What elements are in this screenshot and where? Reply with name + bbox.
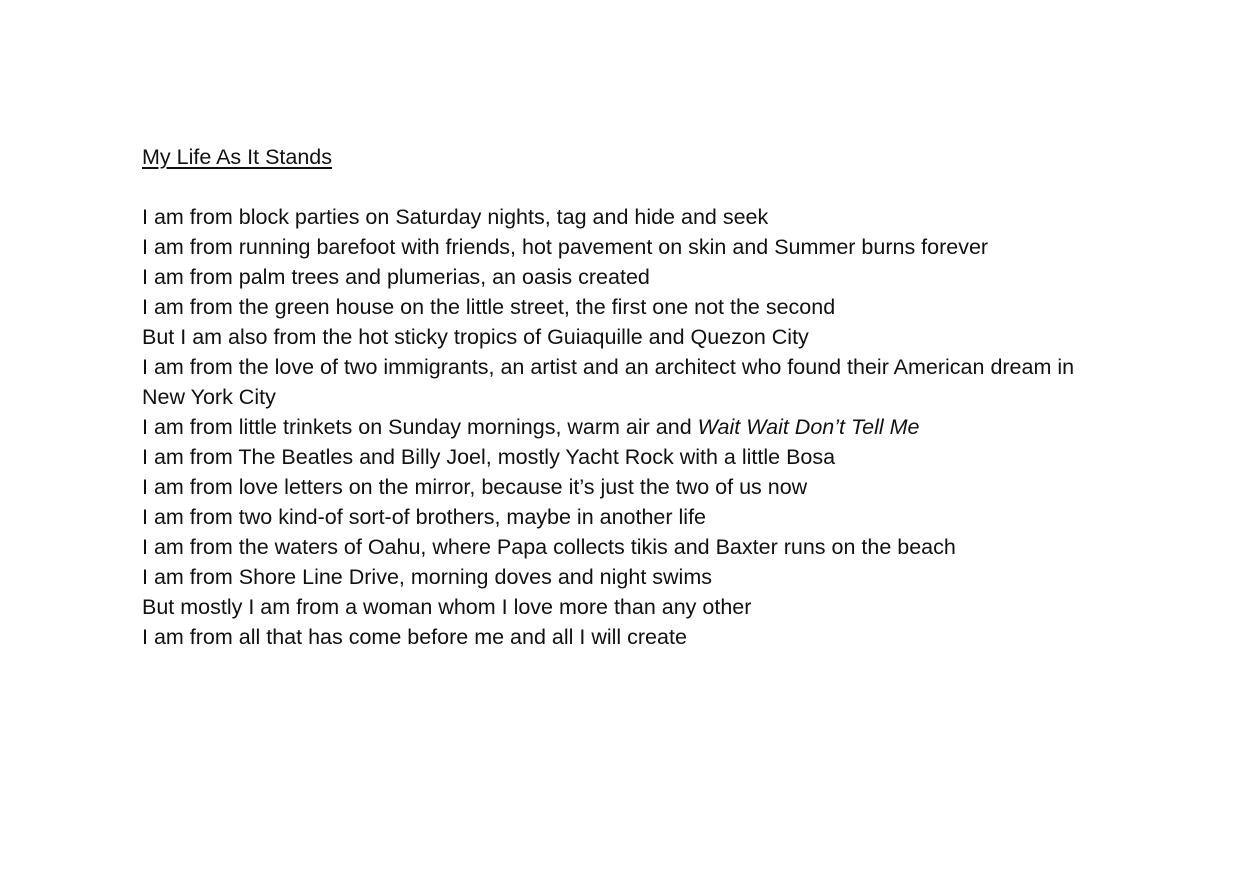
title-spacer [142, 172, 1142, 202]
poem-line: I am from love letters on the mirror, because it’s just the two of us now [142, 475, 808, 499]
poem-line: I am from block parties on Saturday nights, tag and hide and seek [142, 205, 769, 229]
poem-line: I am from the green house on the little street, the first one not the second [142, 295, 836, 319]
poem-line-prefix: I am from little trinkets on Sunday mornings, warm air and [142, 415, 698, 439]
poem-line: But mostly I am from a woman whom I love more than any other [142, 595, 752, 619]
poem-lines [142, 202, 1142, 652]
poem-line: I am from running barefoot with friends, hot pavement on skin and Summer burns forever [142, 235, 989, 259]
poem-line-with-italic [142, 412, 1142, 442]
poem-body [142, 142, 1142, 652]
poem-line: But I am also from the hot sticky tropics of Guiaquille and Quezon City [142, 325, 809, 349]
poem-line: I am from two kind-of sort-of brothers, maybe in another life [142, 505, 707, 529]
poem-line: I am from the waters of Oahu, where Papa collects tikis and Baxter runs on the beach [142, 535, 956, 559]
poem-line: I am from The Beatles and Billy Joel, mostly Yacht Rock with a little Bosa [142, 445, 836, 469]
poem-line: I am from all that has come before me and all I will create [142, 625, 687, 649]
poem-line-italic-title: Wait Wait Don’t Tell Me [697, 415, 920, 439]
poem-line: I am from palm trees and plumerias, an oasis created [142, 265, 650, 289]
poem-line: I am from the love of two immigrants, an artist and an architect who found their American dream in New York City [142, 355, 1075, 409]
poem-title: My Life As It Stands [142, 145, 333, 169]
poem-line: I am from Shore Line Drive, morning doves and night swims [142, 565, 712, 589]
